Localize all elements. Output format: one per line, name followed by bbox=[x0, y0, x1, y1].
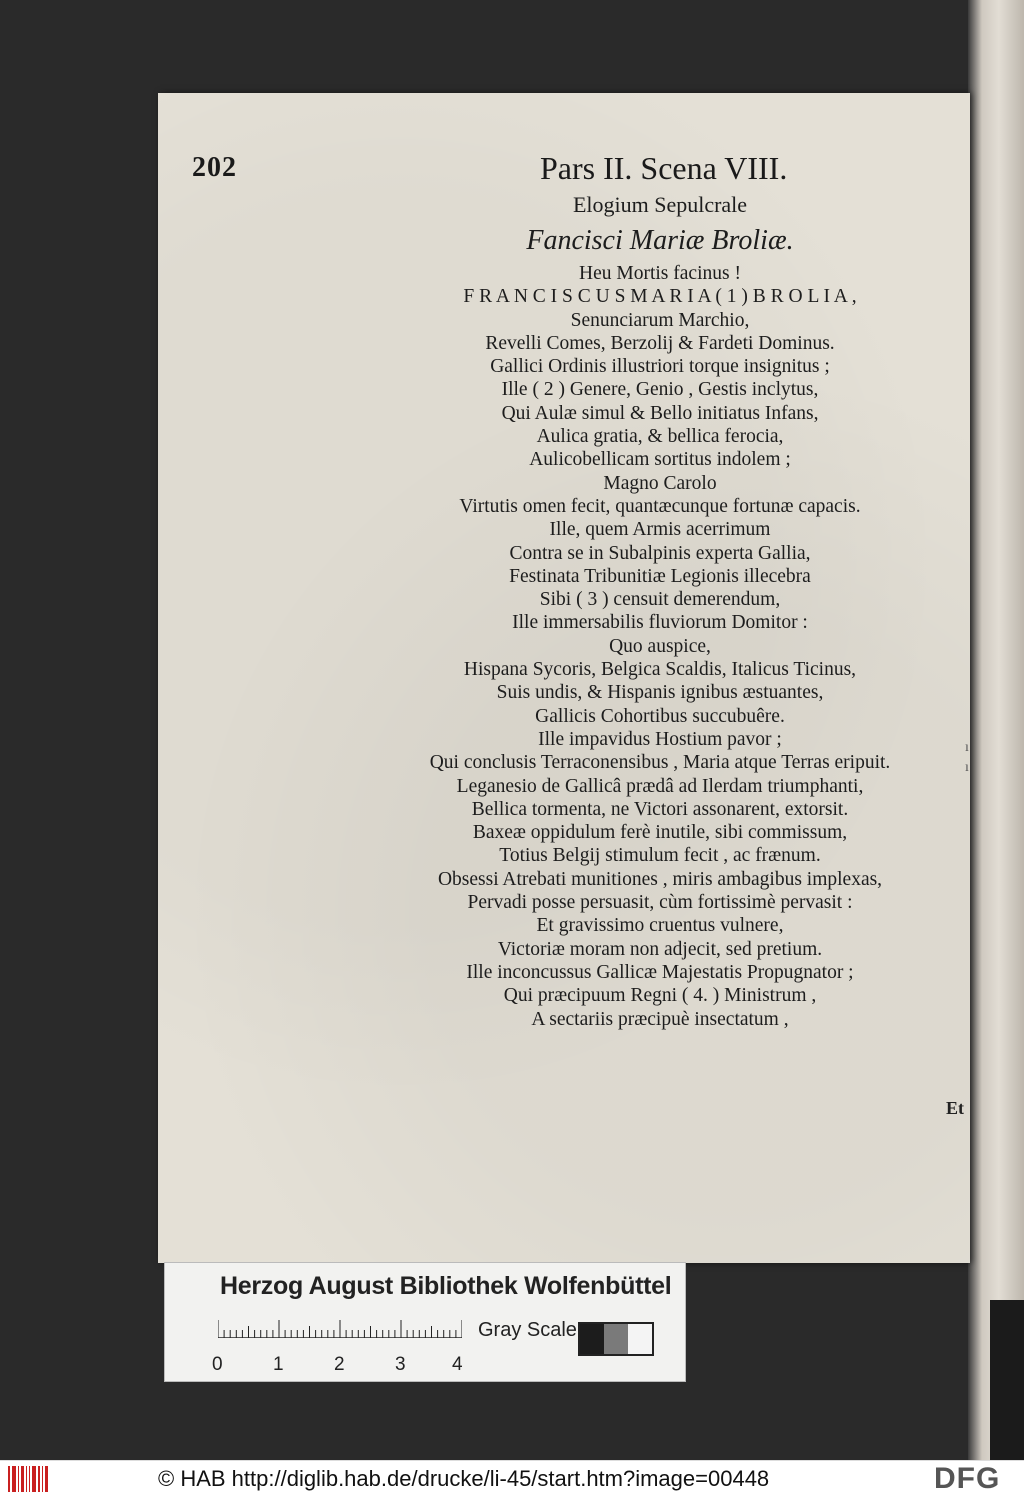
epitaph-line: Ille inconcussus Gallicæ Majestatis Propugnator ; bbox=[466, 961, 854, 983]
epitaph-line: A sectariis præcipuè insectatum , bbox=[531, 1008, 789, 1030]
epitaph-line: Festinata Tribunitiæ Legionis illecebra bbox=[509, 565, 811, 587]
ruler-numbers bbox=[212, 1354, 472, 1376]
title-line-2: Fancisci Mariæ Broliæ. bbox=[526, 225, 794, 256]
swatch-gray bbox=[604, 1324, 628, 1354]
epitaph-line: Bellica tormenta, ne Victori assonarent, extorsit. bbox=[471, 798, 849, 820]
page-number: 202 bbox=[192, 152, 237, 183]
ruler-number: 1 bbox=[273, 1354, 284, 1375]
epitaph-line: Ille impavidus Hostium pavor ; bbox=[538, 728, 782, 750]
ruler-number: 0 bbox=[212, 1354, 223, 1375]
epitaph-line: Heu Mortis facinus ! bbox=[579, 263, 741, 284]
epitaph-line: Revelli Comes, Berzolij & Fardeti Dominus. bbox=[485, 332, 835, 354]
library-name: Herzog August Bibliothek Wolfenbüttel bbox=[220, 1272, 672, 1300]
epitaph-lines bbox=[360, 262, 960, 1031]
epitaph-line: Et gravissimo cruentus vulnere, bbox=[536, 915, 784, 937]
epitaph-line: Magno Carolo bbox=[603, 472, 717, 494]
epitaph-line: Ille immersabilis fluviorum Domitor : bbox=[512, 612, 808, 634]
swatch-black bbox=[580, 1324, 604, 1354]
epitaph-line: Virtutis omen fecit, quantæcunque fortunæ capacis. bbox=[459, 495, 861, 517]
epitaph-line: Aulicobellicam sortitus indolem ; bbox=[529, 449, 791, 471]
epitaph-line: Qui præcipuum Regni ( 4. ) Ministrum , bbox=[503, 985, 817, 1007]
source-url[interactable]: © HAB http://diglib.hab.de/drucke/li-45/start.htm?image=00448 bbox=[158, 1466, 770, 1491]
epitaph-line: F R A N C I S C U S M A R I A ( 1 ) B R O L I A , bbox=[463, 286, 857, 308]
epitaph-line: Hispana Sycoris, Belgica Scaldis, Italicus Ticinus, bbox=[463, 659, 857, 681]
epitaph-line: Totius Belgij stimulum fecit , ac frænum. bbox=[499, 845, 821, 867]
epitaph-text-block bbox=[360, 190, 960, 1031]
epitaph-line: Suis undis, & Hispanis ignibus æstuantes, bbox=[496, 682, 824, 704]
epitaph-line: Sibi ( 3 ) censuit demerendum, bbox=[539, 589, 781, 611]
epitaph-line: Aulica gratia, & bellica ferocia, bbox=[536, 426, 784, 448]
grayscale-label: Gray Scale bbox=[478, 1319, 577, 1341]
epitaph-line: Contra se in Subalpinis experta Gallia, bbox=[509, 542, 811, 564]
epitaph-line: Leganesio de Gallicâ prædâ ad Ilerdam triumphanti, bbox=[456, 775, 864, 797]
ruler-number: 3 bbox=[395, 1354, 406, 1375]
running-head: Pars II. Scena VIII. bbox=[540, 150, 788, 186]
dfg-logo: DFG bbox=[934, 1462, 1001, 1495]
ruler-number: 2 bbox=[334, 1354, 345, 1375]
margin-mark: ı bbox=[965, 740, 969, 755]
epitaph-line: Gallici Ordinis illustriori torque insignitus ; bbox=[490, 356, 830, 378]
epitaph-line: Obsessi Atrebati munitiones , miris ambagibus implexas, bbox=[437, 868, 883, 890]
epitaph-line: Victoriæ moram non adjecit, sed pretium. bbox=[497, 938, 823, 960]
catchword: Et bbox=[946, 1098, 964, 1118]
hab-barcode-logo-icon bbox=[8, 1466, 48, 1492]
epitaph-line: Ille, quem Armis acerrimum bbox=[549, 519, 771, 541]
epitaph-line: Quo auspice, bbox=[609, 635, 711, 657]
epitaph-line: Qui conclusis Terraconensibus , Maria atque Terras eripuit. bbox=[429, 752, 891, 774]
swatch-white bbox=[628, 1324, 652, 1354]
epitaph-line: Gallicis Cohortibus succubuêre. bbox=[535, 705, 785, 727]
background-dark-area bbox=[990, 1300, 1024, 1460]
epitaph-line: Senunciarum Marchio, bbox=[570, 309, 750, 331]
grayscale-swatches bbox=[578, 1322, 654, 1356]
epitaph-line: Qui Aulæ simul & Bello initiatus Infans, bbox=[501, 402, 819, 424]
adjacent-page-edge bbox=[968, 0, 1024, 1460]
epitaph-line: Baxeæ oppidulum ferè inutile, sibi commissum, bbox=[472, 822, 848, 844]
epitaph-line: Ille ( 2 ) Genere, Genio , Gestis inclytus, bbox=[501, 379, 819, 401]
ruler-number: 4 bbox=[452, 1354, 463, 1375]
title-line-1: Elogium Sepulcrale bbox=[572, 192, 748, 217]
ruler-scale bbox=[218, 1320, 462, 1338]
margin-mark: ı bbox=[965, 760, 969, 775]
epitaph-line: Pervadi posse persuasit, cùm fortissimè pervasit : bbox=[467, 892, 853, 914]
